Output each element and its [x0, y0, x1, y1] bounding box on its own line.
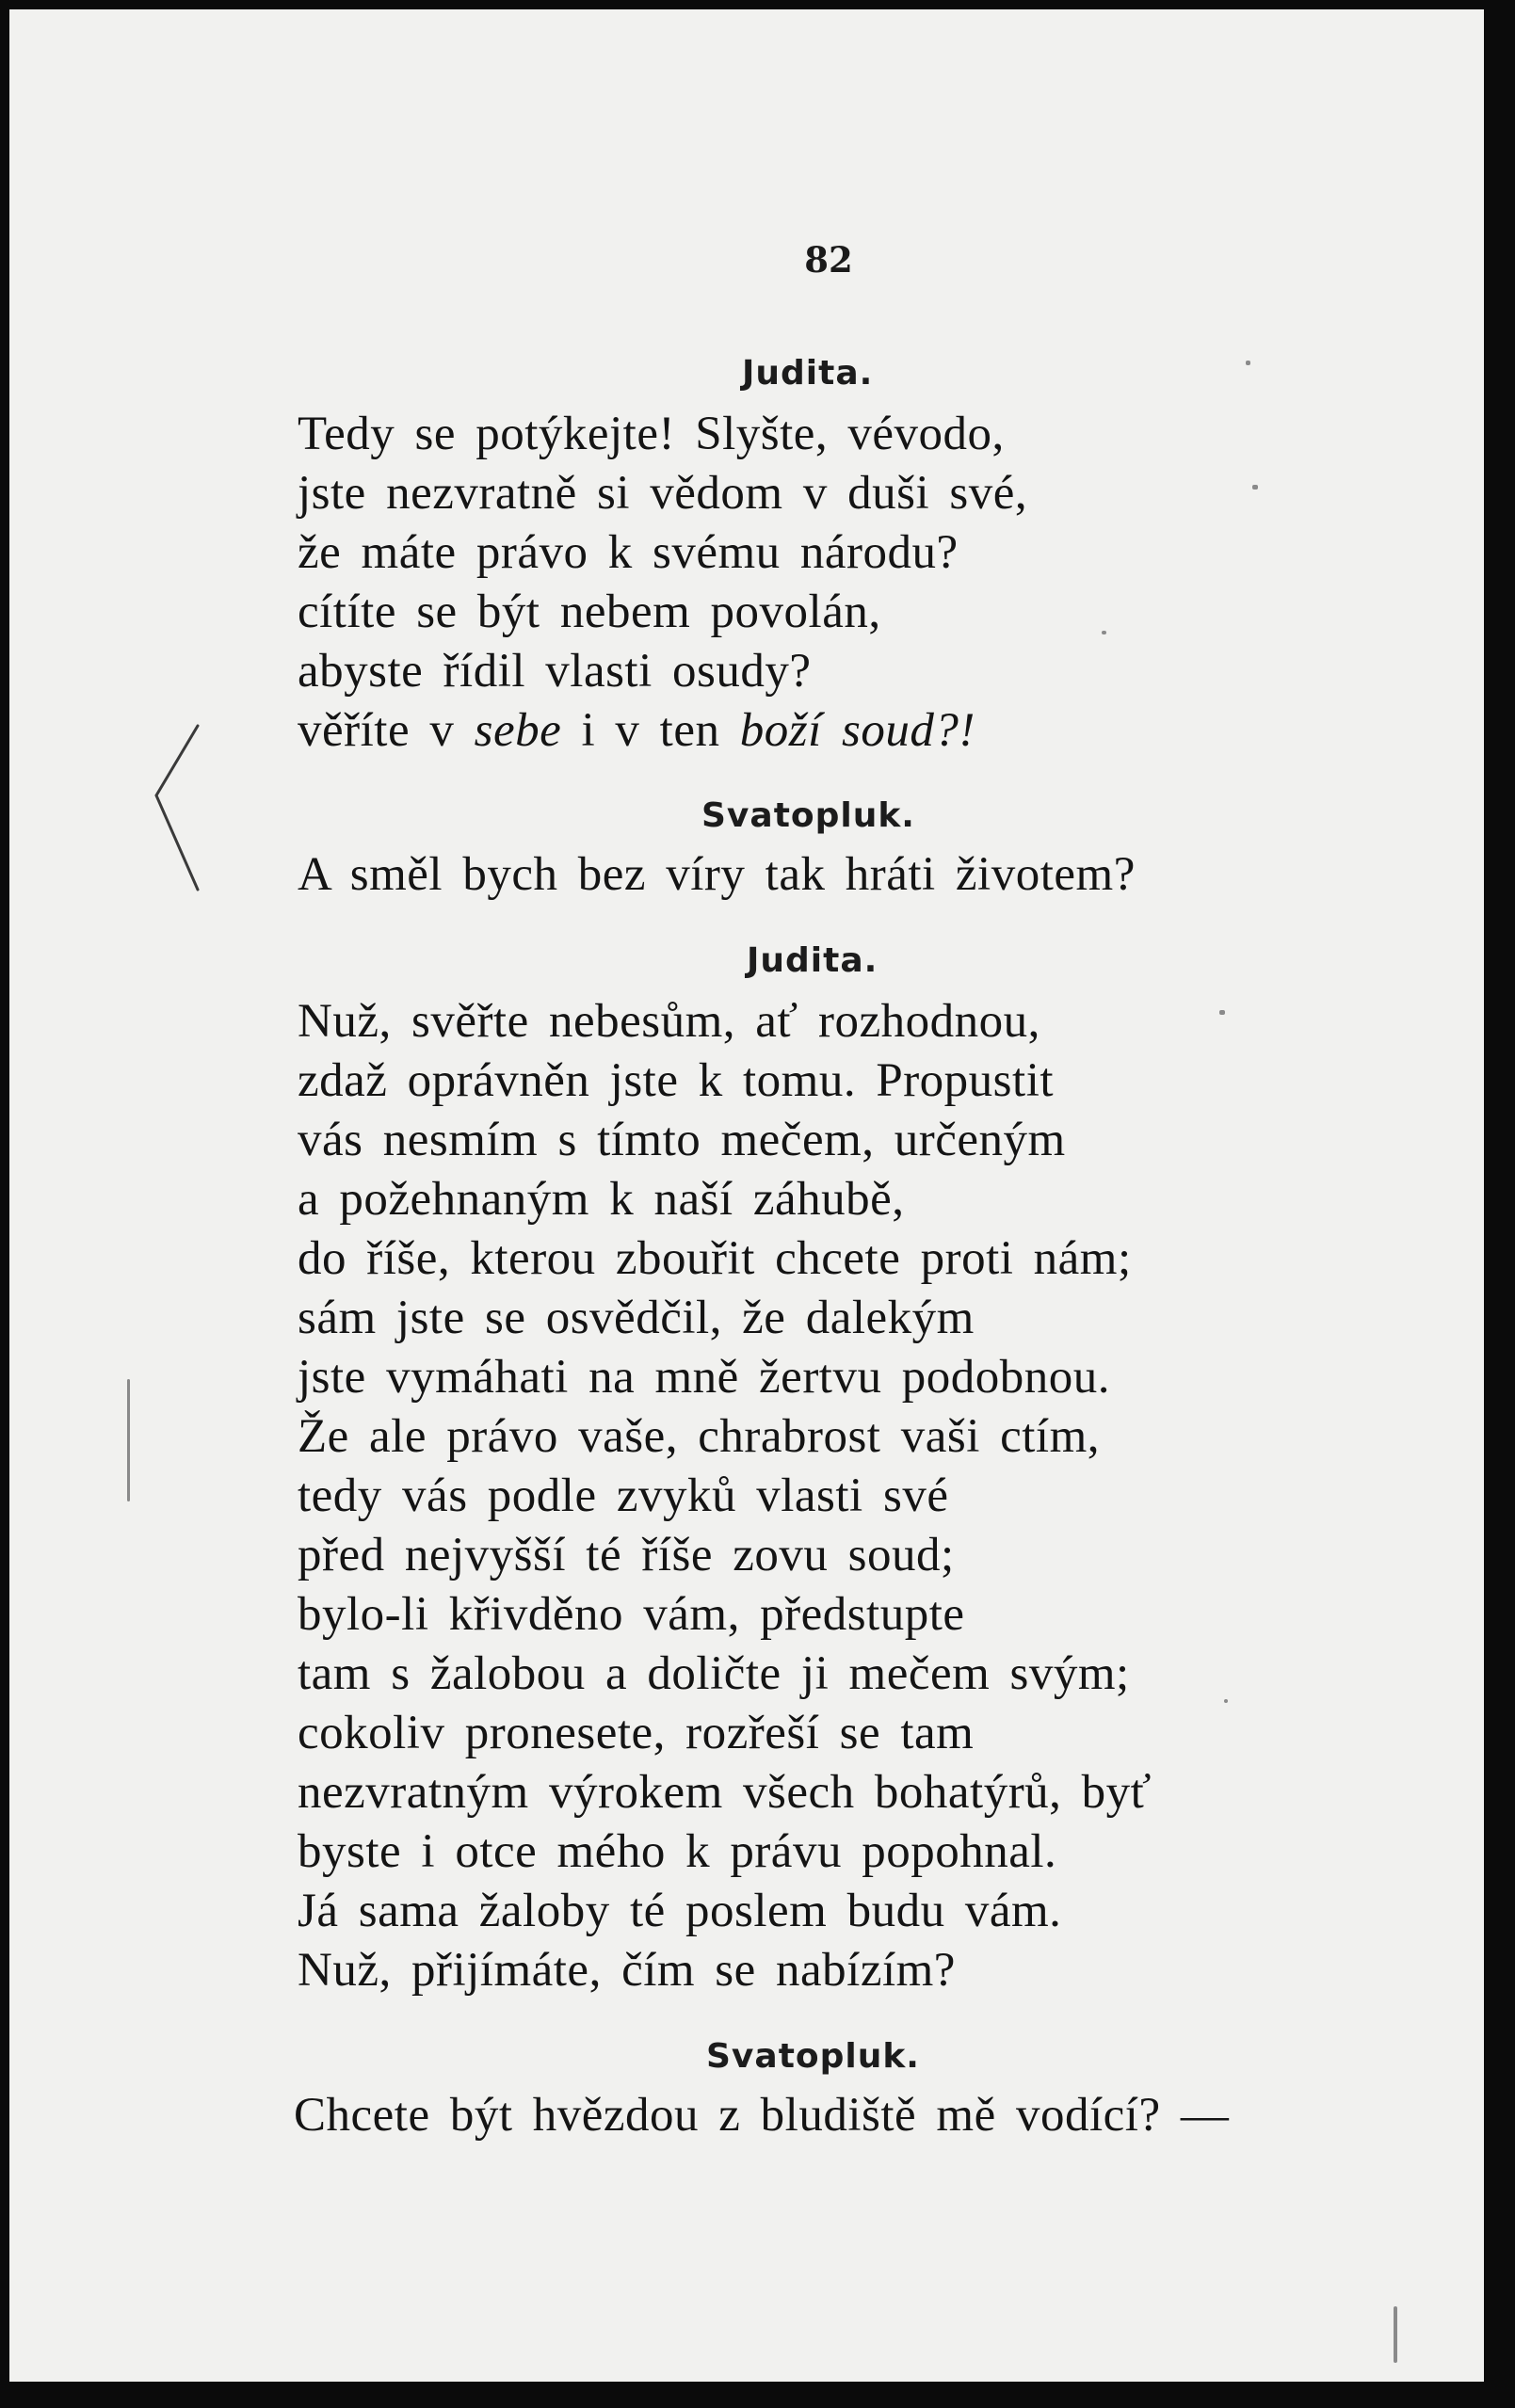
verse-line: sám jste se osvědčil, že dalekým	[298, 1292, 975, 1344]
scan-speck	[1394, 2306, 1397, 2363]
verse-block-3	[298, 992, 1152, 2000]
verse-line: cítíte se být nebem povolán,	[298, 586, 881, 638]
verse-line: před nejvyšší té říše zovu soud;	[298, 1529, 955, 1581]
book-page	[9, 9, 1484, 2382]
speaker-svatopluk: Svatopluk.	[701, 796, 915, 835]
verse-line: do říše, kterou zbouřit chcete proti nám;	[298, 1232, 1132, 1285]
verse-line: nezvratným výrokem všech bohatýrů, byť	[298, 1766, 1152, 1819]
verse-line-emphasis	[298, 701, 1027, 761]
page-number: 82	[804, 239, 853, 281]
scan-speck	[1102, 631, 1106, 634]
verse-line: zdaž oprávněn jste k tomu. Propustit	[298, 1054, 1055, 1107]
pencil-bracket-mark	[149, 720, 215, 908]
italic-word: boží soud?!	[739, 704, 975, 757]
verse-line: že máte právo k svému národu?	[298, 526, 959, 579]
verse-line: jste vymáhati na mně žertvu podobnou.	[298, 1351, 1110, 1404]
scan-speck	[127, 1379, 130, 1501]
verse-line: Že ale právo vaše, chrabrost vaši ctím,	[298, 1410, 1101, 1463]
scan-speck	[1252, 485, 1258, 490]
verse-line: jste nezvratně si vědom v duši své,	[298, 467, 1028, 520]
verse-line: tam s žalobou a doličte ji mečem svým;	[298, 1647, 1130, 1700]
italic-word: sebe	[474, 704, 562, 757]
text: věříte v	[298, 704, 475, 757]
scan-speck	[1219, 1010, 1225, 1015]
verse-line: A směl bych bez víry tak hráti životem?	[298, 848, 1136, 901]
text: i v ten	[561, 704, 740, 757]
verse-block-2	[298, 845, 1136, 905]
verse-line: byste i otce mého k právu popohnal.	[298, 1825, 1057, 1878]
scan-speck	[1224, 1699, 1228, 1703]
scan-speck	[1246, 361, 1250, 365]
verse-line: vás nesmím s tímto mečem, určeným	[298, 1114, 1066, 1166]
verse-line: cokoliv pronesete, rozřeší se tam	[298, 1707, 975, 1759]
verse-line: tedy vás podle zvyků vlasti své	[298, 1469, 949, 1522]
verse-line: Tedy se potýkejte! Slyšte, vévodo,	[298, 408, 1005, 460]
verse-line: a požehnaným k naší záhubě,	[298, 1173, 905, 1226]
verse-line: bylo-li křivděno vám, předstupte	[298, 1588, 965, 1641]
scan-border	[1484, 0, 1515, 2408]
verse-block-1	[298, 405, 1027, 761]
verse-line: Já sama žaloby té poslem budu vám.	[298, 1885, 1062, 1937]
speaker-judita: Judita.	[747, 941, 878, 980]
verse-line: Nuž, přijímáte, čím se nabízím?	[298, 1944, 956, 1997]
speaker-svatopluk: Svatopluk.	[706, 2037, 920, 2076]
speaker-judita: Judita.	[742, 354, 874, 393]
verse-line: Chcete být hvězdou z bludiště mě vodící? —	[294, 2089, 1230, 2142]
verse-line: abyste řídil vlasti osudy?	[298, 645, 812, 698]
verse-line: Nuž, svěřte nebesům, ať rozhodnou,	[298, 995, 1040, 1048]
verse-block-4	[294, 2086, 1229, 2145]
